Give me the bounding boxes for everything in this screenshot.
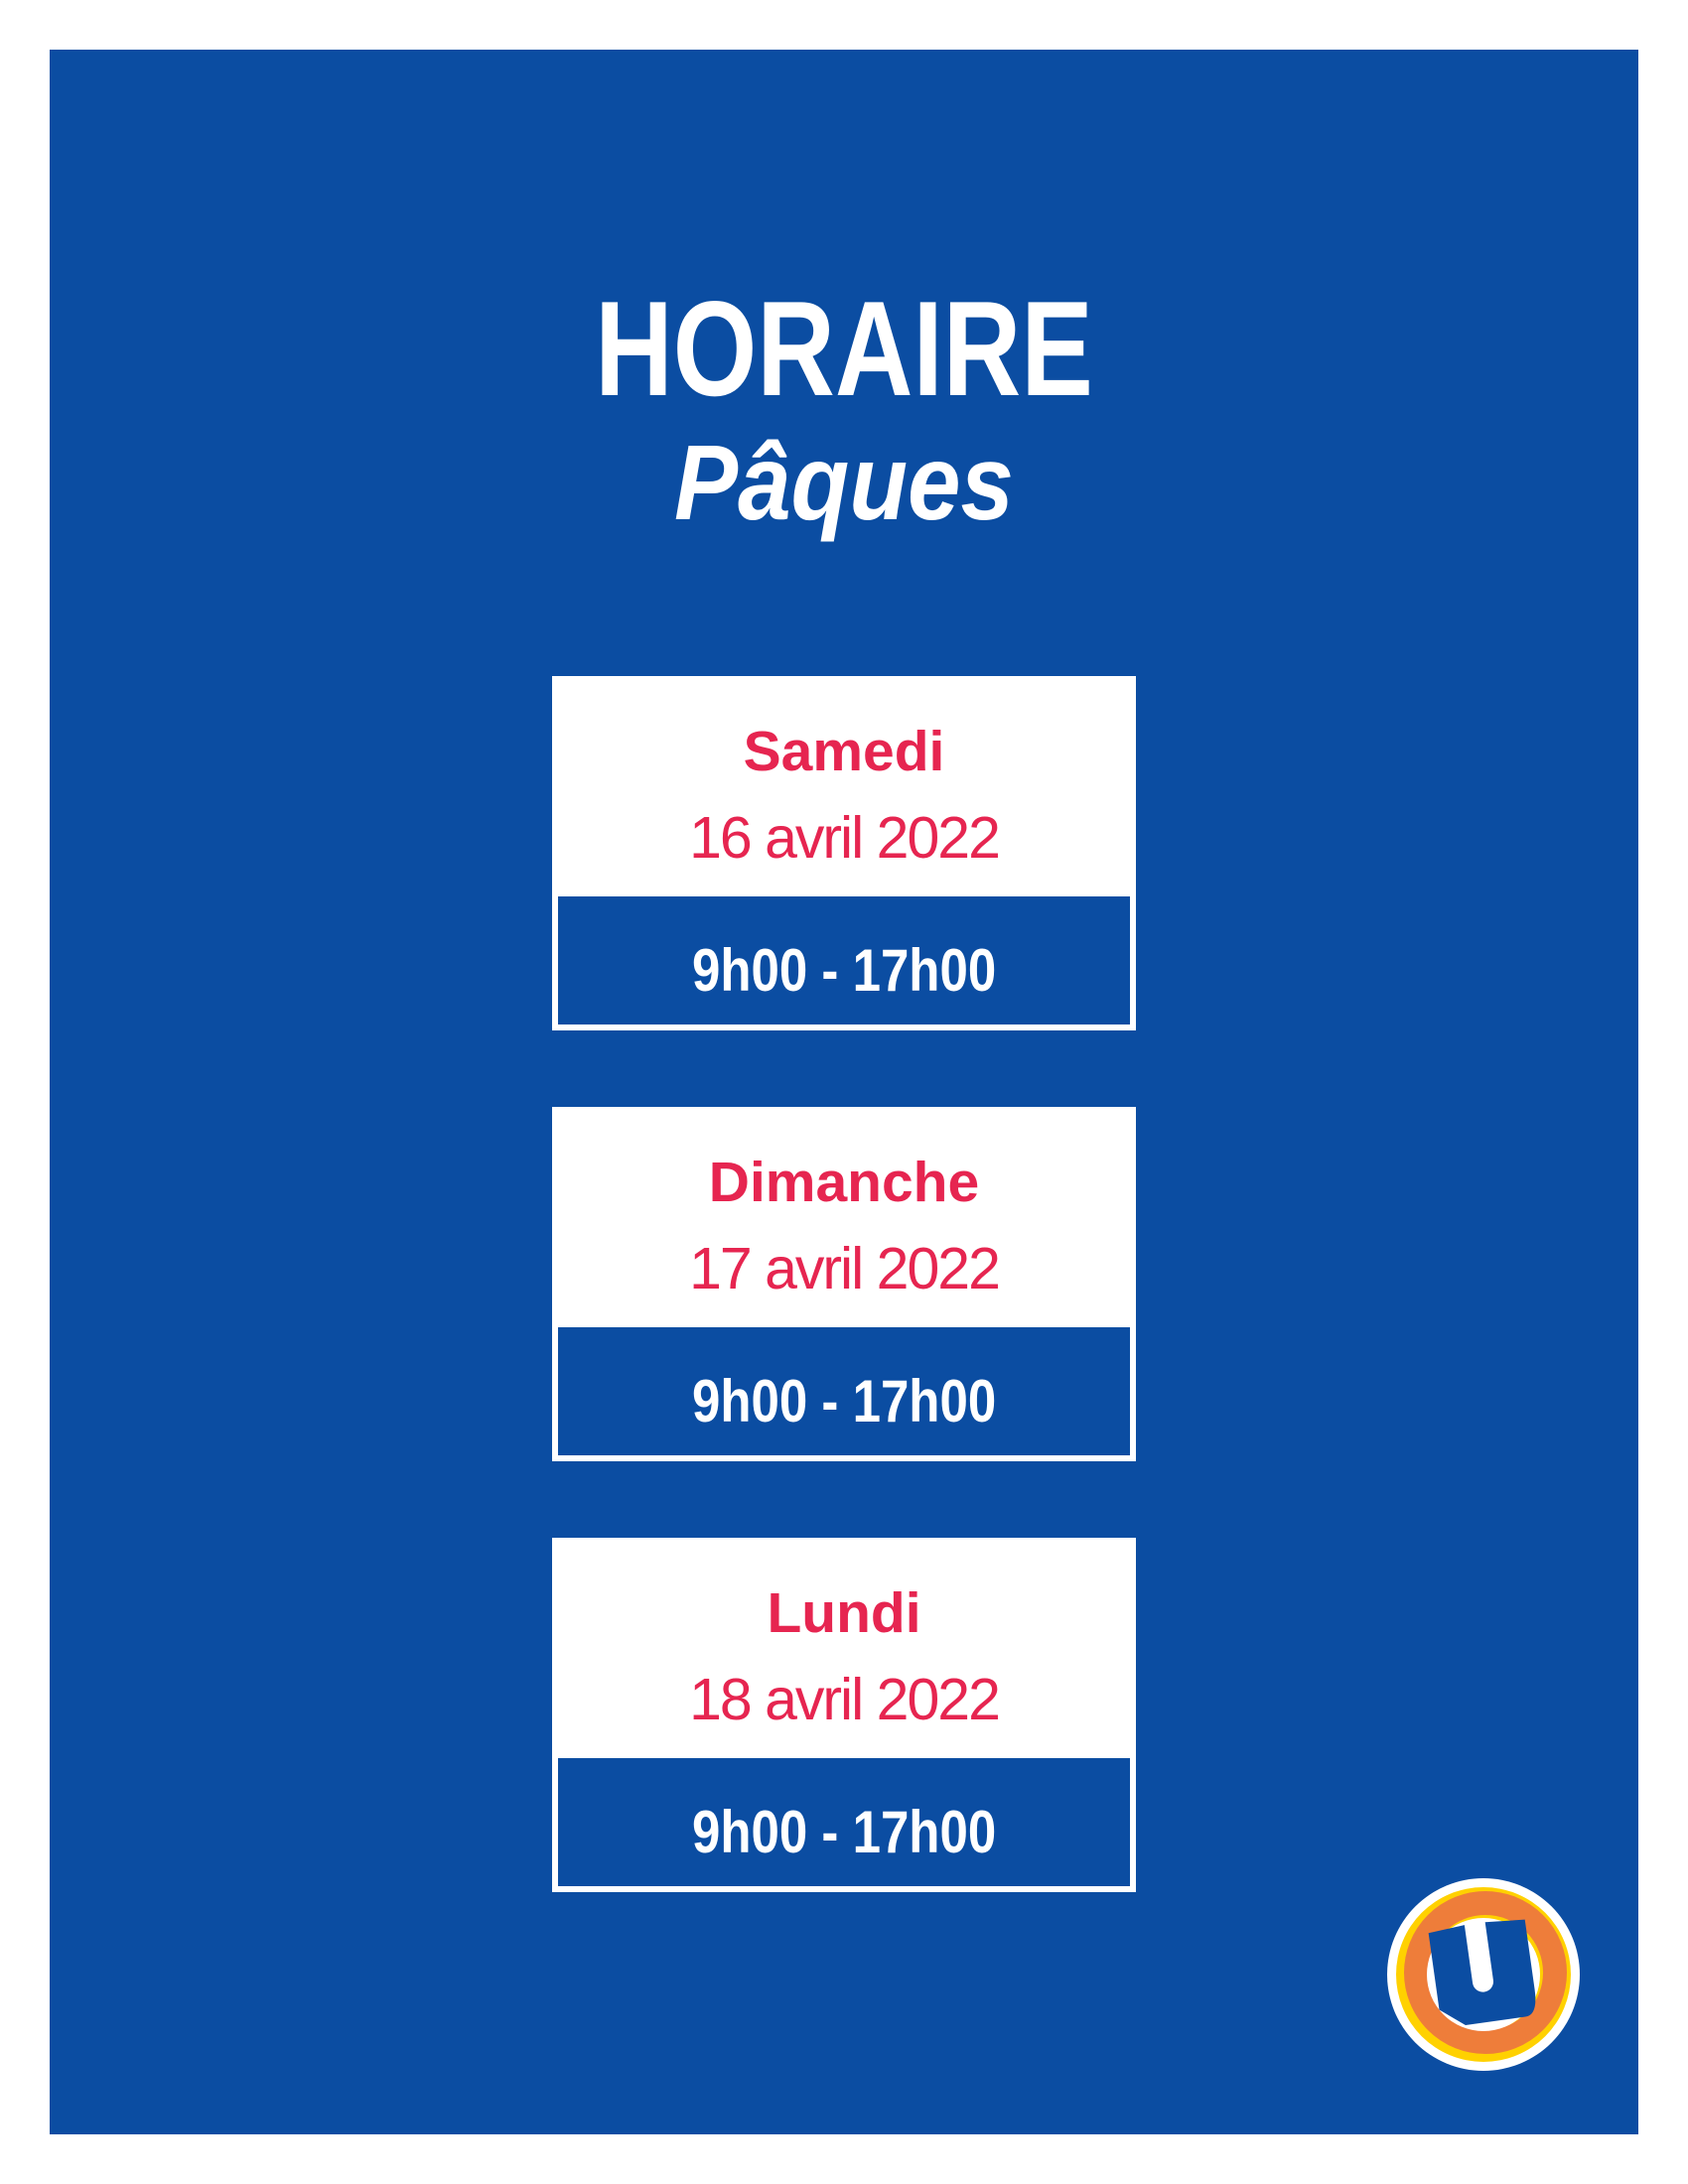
hours-bar [558, 1758, 1130, 1886]
schedule-card-sunday [552, 1107, 1136, 1461]
hours-label: 9h00 - 17h00 [691, 936, 997, 1004]
schedule-card-saturday [552, 676, 1136, 1030]
hours-bar [558, 1327, 1130, 1455]
u-brand-logo-icon [1386, 1877, 1581, 2072]
date-label: 17 avril 2022 [689, 1236, 999, 1301]
hours-bar [558, 896, 1130, 1024]
day-label: Lundi [767, 1581, 921, 1645]
hours-label: 9h00 - 17h00 [691, 1367, 997, 1434]
page-subtitle: Pâques [674, 422, 1014, 542]
page-title: HORAIRE [595, 273, 1093, 424]
date-label: 16 avril 2022 [689, 805, 999, 871]
date-label: 18 avril 2022 [689, 1667, 999, 1732]
hours-label: 9h00 - 17h00 [691, 1798, 997, 1865]
day-label: Dimanche [708, 1151, 980, 1214]
day-label: Samedi [743, 720, 945, 783]
schedule-card-monday [552, 1538, 1136, 1892]
